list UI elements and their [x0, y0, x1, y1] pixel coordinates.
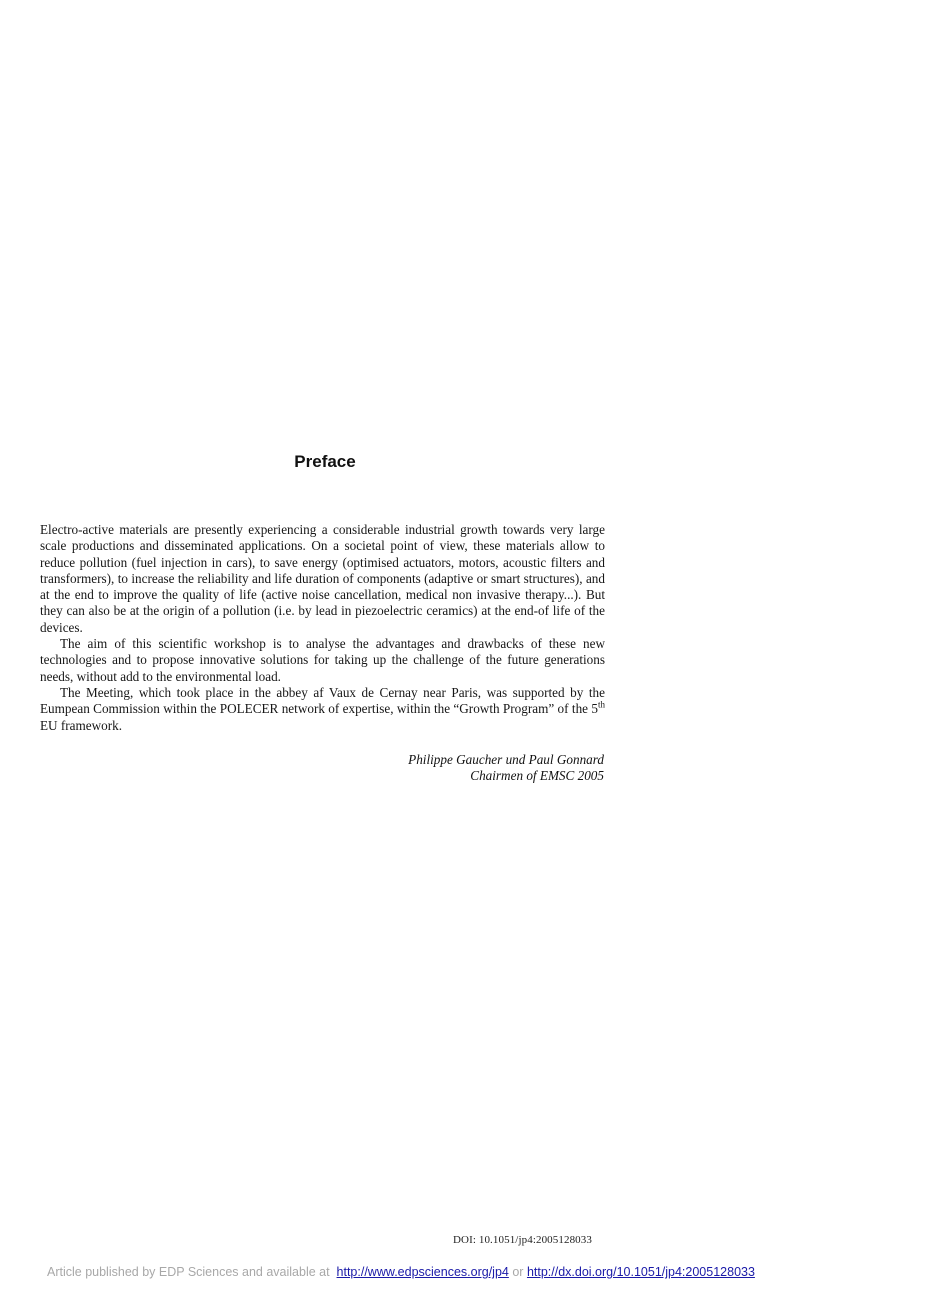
paragraph-3: [40, 685, 605, 734]
footer-banner: [47, 1265, 907, 1279]
paragraph-3-end: EU framework.: [40, 717, 123, 733]
edp-sciences-link[interactable]: http://www.edpsciences.org/jp4: [336, 1265, 509, 1279]
signature-role: Chairmen of EMSC 2005: [470, 768, 604, 784]
signature-block: [300, 752, 604, 785]
signature-names: Philippe Gaucher und Paul Gonnard: [408, 752, 604, 767]
paragraph-2: The aim of this scientific workshop is to analyse the advantages and drawbacks of these new technologies and to propose innovative solutions for taking up the challenge of the future generations needs, without add to the environmental load.: [40, 636, 605, 684]
paragraph-3-text: The Meeting, which took place in the abbey af Vaux de Cernay near Paris, was supported by the Eumpean Commission within the POLECER network of expertise, within the “Growth Program” of the: [40, 684, 605, 717]
doi-link[interactable]: http://dx.doi.org/10.1051/jp4:2005128033: [526, 1265, 755, 1279]
body-text: [40, 522, 605, 734]
page-title: Preface: [294, 452, 356, 471]
footer-prefix: Article published by EDP Sciences and available at: [47, 1265, 330, 1279]
ordinal-number: 5: [591, 701, 598, 717]
ordinal-suffix: th: [598, 699, 606, 710]
footer-connector: or: [512, 1265, 524, 1279]
paragraph-1: Electro-active materials are presently experiencing a considerable industrial growth towards very large scale productions and disseminated applications. On a societal point of view, these materials allow to reduce pollution (fuel injection in cars), to save energy (optimised actuators, motors, acoustic filters and transformers), to increase the reliability and life duration of components (adaptive or smart structures), and at the end to improve the quality of life (active noise cancellation, medical non invasive therapy...). But they can also be at the origin of a pollution (i.e. by lead in piezoelectric ceramics) at the end-of life of the devices.: [40, 522, 605, 635]
doi-label: DOI: 10.1051/jp4:2005128033: [453, 1234, 592, 1246]
